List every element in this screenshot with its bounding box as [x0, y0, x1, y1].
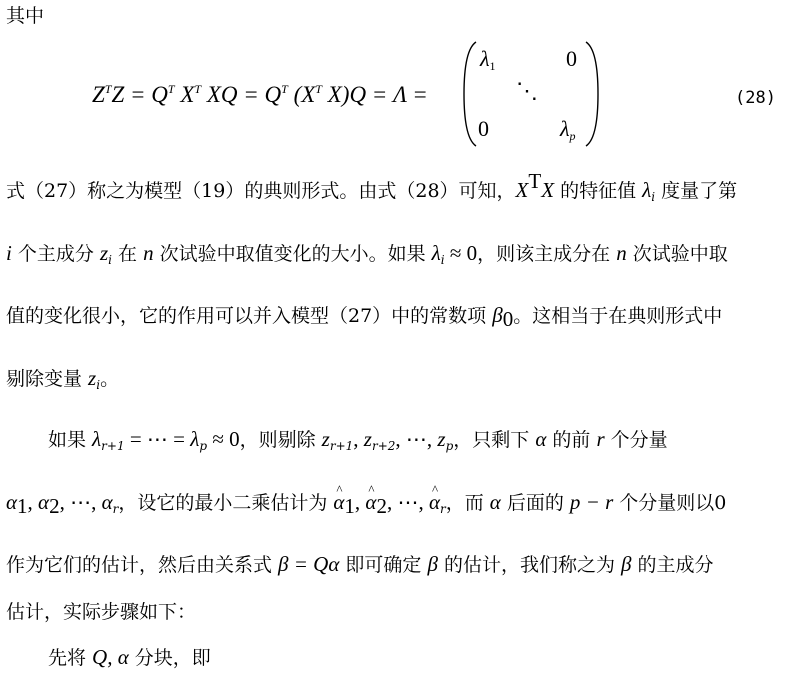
- p2-line2: $\alpha_1$, $\alpha_2$, ⋯, $\alpha_r$，设它的最小二乘估计为 ^ $\alpha_1$, ^ $\alpha_2$, ⋯, ^ $\alpha_r$，而 α 后面的 p − r 个分量则以0: [6, 490, 726, 515]
- matrix-cell-22: $\lambda_p$: [560, 116, 576, 143]
- p2-line3: 作为它们的估计，然后由关系式 β = Qα 即可确定 β 的估计，我们称之为 β 的主成分: [6, 552, 714, 576]
- p2-line1: 如果 $\lambda_{r+1}$ = ⋯ = $\lambda_p \approx 0$，则剔除 $z_{r+1}$, $z_{r+2}$, ⋯, $z_p$，只剩下 α 的前 r 个分量: [48, 427, 668, 453]
- equation-28: $Z^TZ = Q^T$ $X^T$ XQ = $Q^T$ ($X^T$ X)Q = Λ =: [92, 82, 428, 107]
- p1-line4: 剔除变量 $z_i$。: [6, 366, 120, 392]
- p3-line1: 先将 Q, α 分块，即: [48, 645, 211, 669]
- eigen-matrix: [462, 40, 600, 148]
- p2-line4: 估计，实际步骤如下：: [6, 601, 197, 623]
- p1-line1: 式（27）称之为模型（19）的典则形式。由式（28）可知，$X^TX$ 的特征值 $\lambda_i$ 度量了第: [6, 169, 738, 204]
- matrix-dots: ⋱: [516, 78, 538, 103]
- matrix-cell-21: 0: [478, 116, 489, 141]
- p1-line3: 值的变化很小，它的作用可以并入模型（27）中的常数项 $\beta_0$。这相当于在典则形式中: [6, 303, 723, 331]
- eq-z: Z: [92, 82, 105, 107]
- intro-text: 其中: [6, 5, 45, 27]
- matrix-cell-12: 0: [566, 46, 577, 71]
- matrix-cell-11: $\lambda_1$: [480, 46, 496, 73]
- equation-number: (28): [735, 88, 776, 108]
- p1-line2: i 个主成分 $z_i$ 在 n 次试验中取值变化的大小。如果 $\lambda_i \approx 0$，则该主成分在 n 次试验中取: [6, 241, 728, 267]
